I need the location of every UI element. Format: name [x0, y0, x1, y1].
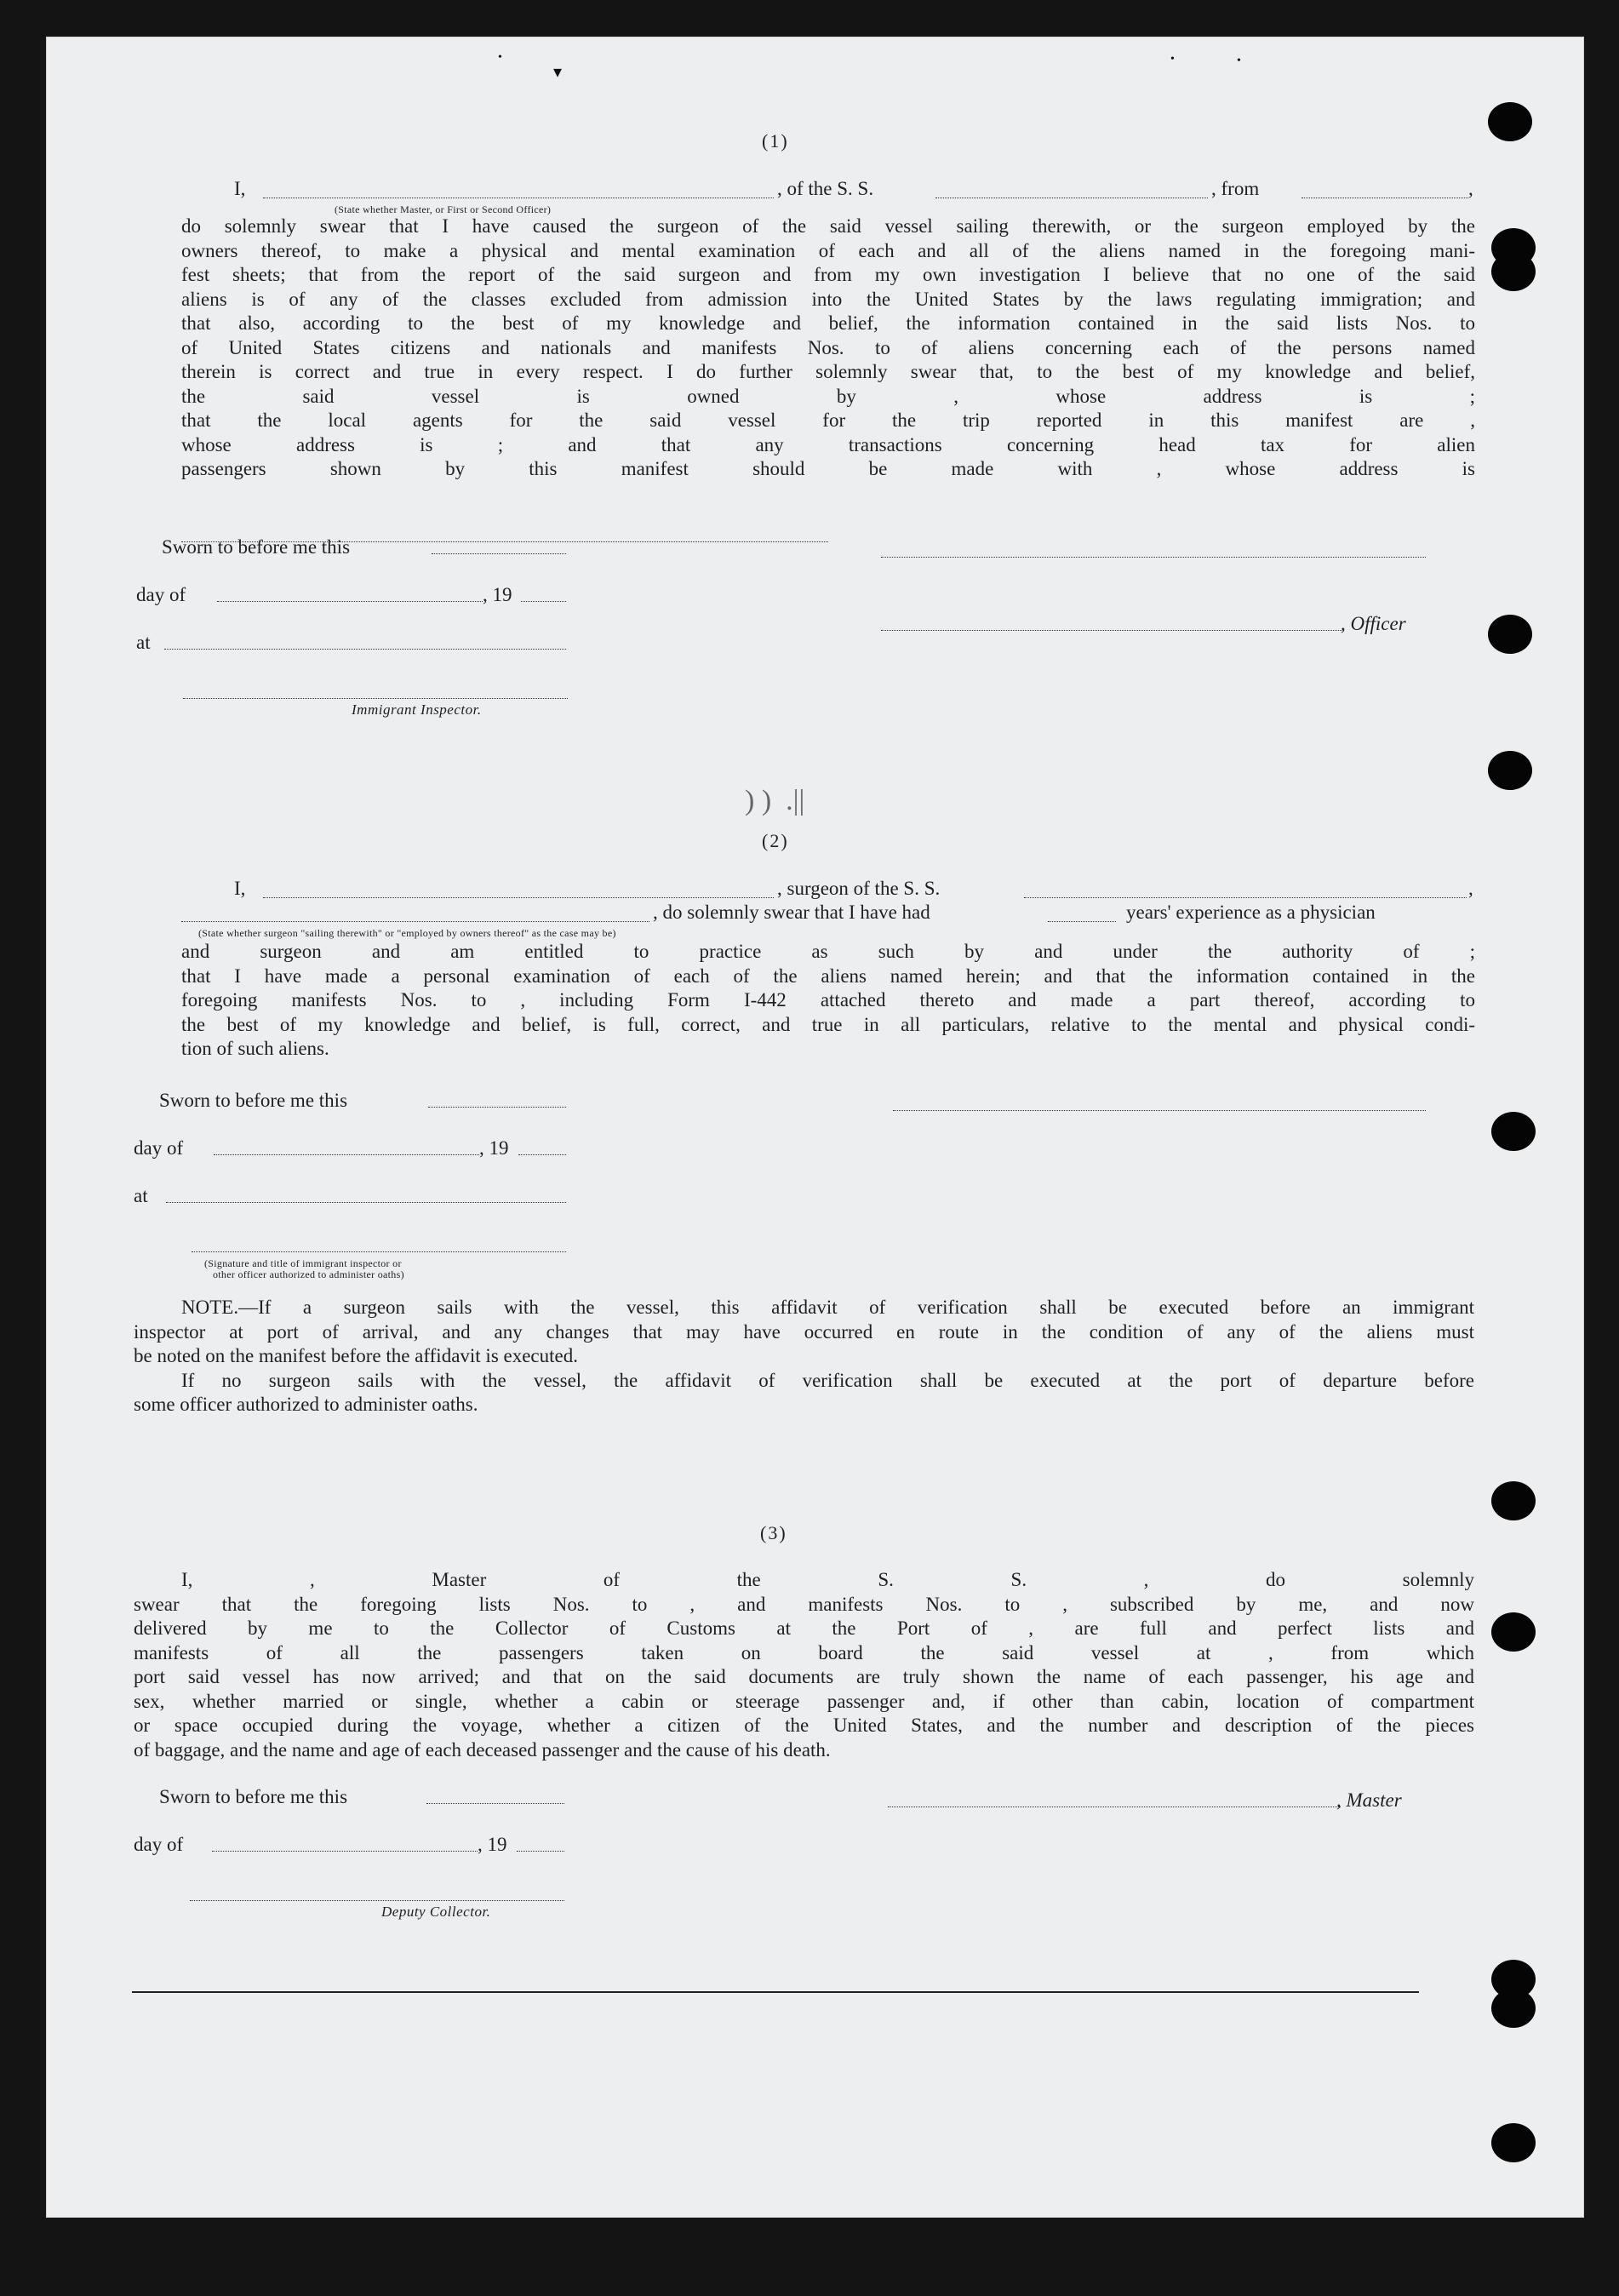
- officer-field[interactable]: [881, 630, 1342, 631]
- body-line: and surgeon and am entitled to practice as such by and under the authority of ;: [181, 941, 1475, 962]
- inspector-signature-line[interactable]: [183, 698, 568, 699]
- day-of-field-2[interactable]: [214, 1154, 479, 1155]
- sworn-label-1: Sworn to before me this: [162, 536, 351, 558]
- body-line: manifests of all the passengers taken on board the said vessel at , from which: [134, 1641, 1474, 1663]
- day-of-field-1[interactable]: [217, 601, 483, 602]
- section-2-second-line: [181, 901, 1475, 921]
- surgeon-type-field[interactable]: [181, 908, 649, 922]
- surgeon-signature-line[interactable]: [893, 1110, 1426, 1111]
- body-line: foregoing manifests Nos. to , including Form I-442 attached thereto and made a part thereof, according to: [181, 989, 1475, 1011]
- body-line: therein is correct and true in every respect. I do further solemnly swear that, to the best of my knowledge and belief,: [181, 361, 1475, 382]
- year-label-2: , 19: [479, 1137, 509, 1159]
- note-text: —If a surgeon sails with the vessel, this affidavit of verification shall be executed before an immigrant: [238, 1297, 1474, 1318]
- vessel-label: , of the S. S.: [777, 178, 874, 199]
- note-label: NOTE.: [181, 1297, 239, 1318]
- signature-caption-1: (Signature and title of immigrant inspector or: [204, 1257, 402, 1269]
- faint-footer-mark: [1145, 2149, 1392, 2174]
- sworn-field-1[interactable]: [432, 553, 566, 554]
- sworn-field-2[interactable]: [428, 1107, 566, 1108]
- binder-hole: [1488, 751, 1532, 790]
- body-line: do solemnly swear that I have caused the surgeon of the said vessel sailing therewith, or the surgeon employed by the: [181, 215, 1475, 237]
- body-line: aliens is of any of the classes excluded from admission into the United States by the laws regulating immigration; and: [181, 288, 1475, 310]
- body-line: tion of such aliens.: [181, 1038, 329, 1059]
- section-1-number: (1): [762, 130, 789, 152]
- comma: ,: [1468, 178, 1473, 199]
- body-line: the said vessel is owned by , whose address is ;: [181, 385, 1475, 407]
- day-of-label-1: day of: [136, 584, 186, 605]
- at-field-1[interactable]: [164, 649, 566, 650]
- body-line: or space occupied during the voyage, whether a citizen of the United States, and the number and description of the pieces: [134, 1715, 1474, 1736]
- stray-mark: ▾: [553, 63, 563, 82]
- body-line: whose address is ; and that any transactions concerning head tax for alien: [181, 433, 1475, 455]
- experience-label: years' experience as a physician: [1126, 902, 1376, 923]
- year-field-2[interactable]: [518, 1154, 566, 1155]
- body-line: fest sheets; that from the report of the said surgeon and from my own investigation I believe that no one of the said: [181, 264, 1475, 285]
- at-field-2[interactable]: [166, 1202, 566, 1203]
- stray-mark: •: [1237, 54, 1241, 67]
- body-line: port said vessel has now arrived; and that on the said documents are truly shown the name of each passenger, his age and: [134, 1666, 1474, 1687]
- day-of-field-3[interactable]: [212, 1851, 478, 1852]
- collector-label: Deputy Collector.: [381, 1904, 491, 1920]
- day-of-label-3: day of: [134, 1834, 184, 1855]
- note-line: If no surgeon sails with the vessel, the affidavit of verification shall be executed at the port of departure before: [181, 1369, 1474, 1391]
- note-line: some officer authorized to administer oaths.: [134, 1394, 478, 1415]
- binder-hole: [1491, 1112, 1536, 1151]
- bottom-rule: [132, 1991, 1419, 1993]
- body-line: swear that the foregoing lists Nos. to , and manifests Nos. to , subscribed by me, and now: [134, 1593, 1474, 1615]
- signature-caption-2: other officer authorized to administer oaths): [213, 1268, 404, 1280]
- note: [134, 1296, 1474, 1417]
- surgeon-vessel-field[interactable]: [1024, 884, 1467, 898]
- officer-signature-line-2[interactable]: [192, 1251, 566, 1252]
- binder-hole: [1488, 102, 1532, 141]
- section-2-body: [181, 940, 1475, 1062]
- bleed-through-text: [192, 126, 617, 143]
- binder-hole: [1491, 1612, 1536, 1652]
- pronoun-label: I,: [234, 878, 246, 899]
- binder-hole: [1488, 615, 1532, 654]
- body-line: that I have made a personal examination of each of the aliens named herein; and that the information contained in the: [181, 965, 1475, 987]
- body-line: the best of my knowledge and belief, is full, correct, and true in all particulars, relative to the mental and physical condi-: [181, 1013, 1475, 1035]
- body-line: that also, according to the best of my knowledge and belief, the information contained in the said lists Nos. to: [181, 312, 1475, 334]
- year-label-1: , 19: [483, 584, 512, 605]
- section-2-first-line: [181, 877, 1475, 901]
- year-label-3: , 19: [478, 1834, 507, 1855]
- from-field[interactable]: [1301, 184, 1468, 198]
- body-line: delivered by me to the Collector of Customs at the Port of , are full and perfect lists and: [134, 1618, 1474, 1639]
- comma: ,: [1468, 878, 1473, 899]
- body-line: that the local agents for the said vessel for the trip reported in this manifest are ,: [181, 409, 1475, 431]
- rank-caption: (State whether Master, or First or Second Officer): [335, 203, 552, 215]
- year-field-1[interactable]: [521, 601, 566, 602]
- year-field-3[interactable]: [517, 1851, 564, 1852]
- document-page: [47, 37, 1583, 2217]
- section-2: [181, 877, 1475, 1062]
- officer-label: , Officer: [1341, 613, 1406, 634]
- years-field[interactable]: [1048, 908, 1116, 922]
- collector-signature-line[interactable]: [190, 1900, 564, 1901]
- surgeon-caption: (State whether surgeon "sailing therewith" or "employed by owners thereof" as the case may be): [198, 927, 616, 939]
- stray-mark: •: [1170, 53, 1175, 66]
- surgeon-of-label: , surgeon of the S. S.: [777, 878, 941, 899]
- pronoun-label: I,: [234, 178, 246, 199]
- sworn-field-3[interactable]: [426, 1803, 564, 1804]
- binder-hole: [1491, 1989, 1536, 2028]
- faint-stamp: [745, 684, 1170, 713]
- officer-signature-line-1[interactable]: [881, 557, 1426, 558]
- note-line: inspector at port of arrival, and any changes that may have occurred en route in the condition of any of the aliens must: [134, 1320, 1474, 1343]
- binder-hole: [1491, 1481, 1536, 1520]
- swear-label: , do solemnly swear that I have had: [653, 902, 930, 923]
- stray-mark: •: [498, 51, 502, 64]
- vessel-field[interactable]: [935, 184, 1208, 198]
- body-line: sex, whether married or single, whether a cabin or steerage passenger and, if other than cabin, location of compartment: [134, 1690, 1474, 1712]
- section-2-number: (2): [762, 830, 789, 851]
- master-signature-field[interactable]: [888, 1806, 1341, 1807]
- note-line: [134, 1296, 1474, 1320]
- from-label: , from: [1211, 178, 1260, 199]
- body-line: I, , Master of the S. S. , do solemnly: [181, 1569, 1474, 1590]
- body-line: owners thereof, to make a physical and mental examination of each and all of the aliens named in the foregoing mani-: [181, 239, 1475, 261]
- section-3-number: (3): [760, 1522, 787, 1543]
- section-3: [134, 1568, 1474, 1762]
- section-1: [181, 177, 1475, 482]
- sworn-label-3: Sworn to before me this: [159, 1786, 348, 1807]
- surgeon-name-field[interactable]: [263, 884, 774, 898]
- at-label-2: at: [134, 1185, 148, 1206]
- sworn-label-2: Sworn to before me this: [159, 1090, 348, 1111]
- body-line: of United States citizens and nationals and manifests Nos. to of aliens concerning each of the persons named: [181, 336, 1475, 358]
- at-label-1: at: [136, 632, 151, 653]
- note-line: be noted on the manifest before the affidavit is executed.: [134, 1345, 578, 1366]
- day-of-label-2: day of: [134, 1137, 184, 1159]
- body-line: passengers shown by this manifest should be made with , whose address is: [181, 458, 1475, 479]
- binder-hole: [1491, 2123, 1536, 2162]
- ink-mark: ) ) .||: [745, 785, 805, 816]
- rank-field[interactable]: [263, 184, 774, 198]
- master-label: , Master: [1336, 1789, 1402, 1811]
- binder-hole: [1491, 252, 1536, 291]
- inspector-label: Immigrant Inspector.: [352, 701, 482, 718]
- body-line: of baggage, and the name and age of each deceased passenger and the cause of his death.: [134, 1738, 831, 1761]
- section-1-body: [181, 215, 1475, 482]
